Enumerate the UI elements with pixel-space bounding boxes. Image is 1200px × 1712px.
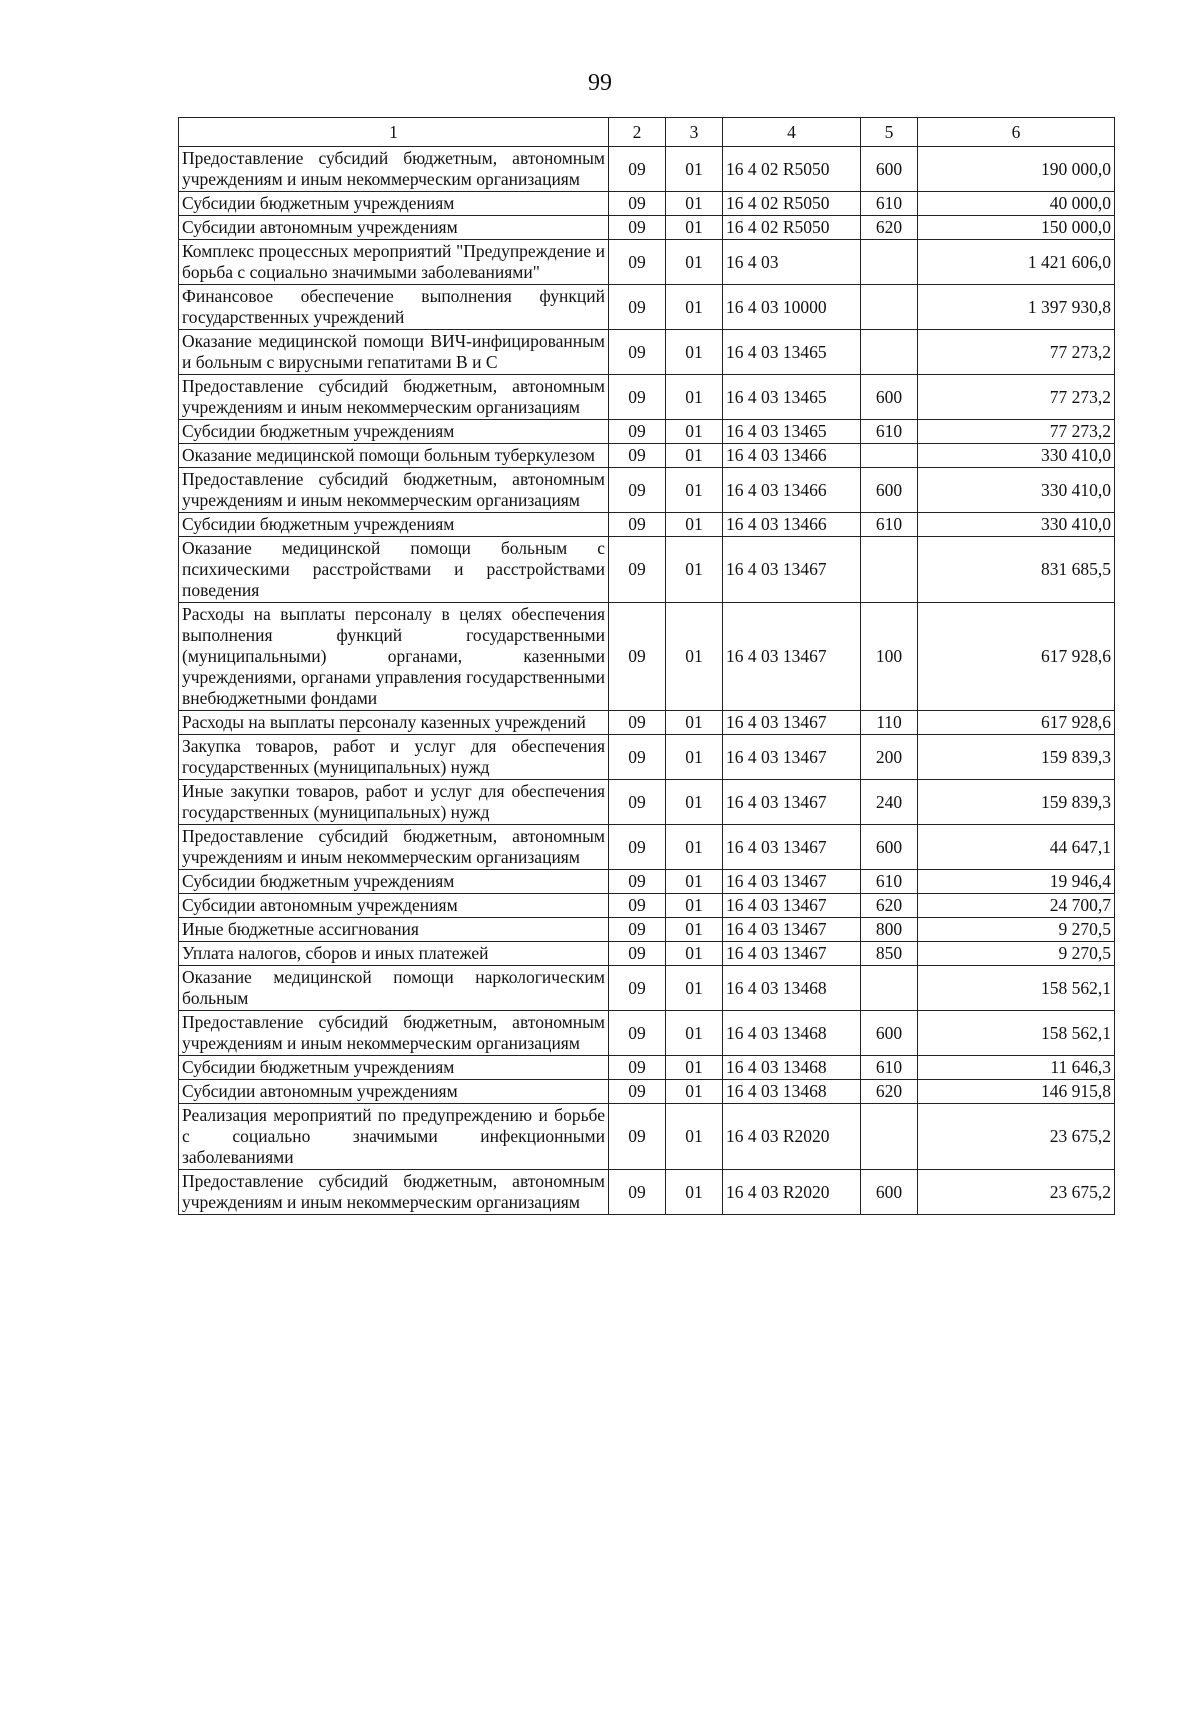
section-code-cell: 09 [609, 918, 666, 942]
column-header-1: 1 [179, 118, 609, 147]
expense-type-cell: 600 [861, 1170, 918, 1215]
table-row [179, 711, 1115, 735]
row-name-cell: Субсидии автономным учреждениям [179, 1080, 609, 1104]
target-article-cell: 16 4 03 13467 [723, 918, 861, 942]
target-article-cell: 16 4 03 13467 [723, 870, 861, 894]
row-name-cell: Иные бюджетные ассигнования [179, 918, 609, 942]
amount-cell: 1 421 606,0 [918, 240, 1115, 285]
expense-type-cell [861, 285, 918, 330]
section-code-cell: 09 [609, 942, 666, 966]
section-code-cell: 09 [609, 711, 666, 735]
expense-type-cell: 850 [861, 942, 918, 966]
expense-type-cell: 600 [861, 468, 918, 513]
subsection-code-cell: 01 [666, 444, 723, 468]
section-code-cell: 09 [609, 1080, 666, 1104]
subsection-code-cell: 01 [666, 825, 723, 870]
row-name-cell: Субсидии бюджетным учреждениям [179, 1056, 609, 1080]
section-code-cell: 09 [609, 444, 666, 468]
table-row [179, 537, 1115, 603]
table-row [179, 1011, 1115, 1056]
row-name-cell: Оказание медицинской помощи больным с психическими расстройствами и расстройствами поведения [179, 537, 609, 603]
column-header-4: 4 [723, 118, 861, 147]
row-name-cell: Оказание медицинской помощи ВИЧ-инфицированным и больным с вирусными гепатитами В и С [179, 330, 609, 375]
table-row [179, 468, 1115, 513]
row-name-cell: Субсидии бюджетным учреждениям [179, 420, 609, 444]
row-name-cell: Субсидии бюджетным учреждениям [179, 513, 609, 537]
expense-type-cell: 800 [861, 918, 918, 942]
amount-cell: 330 410,0 [918, 513, 1115, 537]
row-name-cell: Предоставление субсидий бюджетным, автономным учреждениям и иным некоммерческим организациям [179, 147, 609, 192]
target-article-cell: 16 4 03 13468 [723, 1080, 861, 1104]
table-row [179, 420, 1115, 444]
table-row [179, 285, 1115, 330]
table-row [179, 894, 1115, 918]
subsection-code-cell: 01 [666, 780, 723, 825]
subsection-code-cell: 01 [666, 513, 723, 537]
amount-cell: 40 000,0 [918, 192, 1115, 216]
table-header-row [179, 118, 1115, 147]
target-article-cell: 16 4 03 13467 [723, 537, 861, 603]
target-article-cell: 16 4 02 R5050 [723, 216, 861, 240]
column-header-6: 6 [918, 118, 1115, 147]
table-row [179, 1170, 1115, 1215]
row-name-cell: Комплекс процессных мероприятий "Предупреждение и борьба с социально значимыми заболеваниями" [179, 240, 609, 285]
table-row [179, 1056, 1115, 1080]
table-row [179, 147, 1115, 192]
table-row [179, 192, 1115, 216]
expense-type-cell: 600 [861, 147, 918, 192]
target-article-cell: 16 4 03 13467 [723, 603, 861, 711]
target-article-cell: 16 4 03 13466 [723, 513, 861, 537]
amount-cell: 150 000,0 [918, 216, 1115, 240]
target-article-cell: 16 4 03 13467 [723, 825, 861, 870]
amount-cell: 24 700,7 [918, 894, 1115, 918]
amount-cell: 159 839,3 [918, 735, 1115, 780]
expense-type-cell: 600 [861, 375, 918, 420]
subsection-code-cell: 01 [666, 603, 723, 711]
subsection-code-cell: 01 [666, 711, 723, 735]
amount-cell: 11 646,3 [918, 1056, 1115, 1080]
subsection-code-cell: 01 [666, 216, 723, 240]
row-name-cell: Предоставление субсидий бюджетным, автономным учреждениям и иным некоммерческим организациям [179, 1170, 609, 1215]
row-name-cell: Субсидии автономным учреждениям [179, 894, 609, 918]
section-code-cell: 09 [609, 537, 666, 603]
expense-type-cell: 610 [861, 420, 918, 444]
amount-cell: 158 562,1 [918, 966, 1115, 1011]
subsection-code-cell: 01 [666, 870, 723, 894]
amount-cell: 77 273,2 [918, 375, 1115, 420]
expense-type-cell: 610 [861, 1056, 918, 1080]
row-name-cell: Финансовое обеспечение выполнения функций государственных учреждений [179, 285, 609, 330]
amount-cell: 23 675,2 [918, 1170, 1115, 1215]
target-article-cell: 16 4 02 R5050 [723, 192, 861, 216]
row-name-cell: Иные закупки товаров, работ и услуг для обеспечения государственных (муниципальных) нужд [179, 780, 609, 825]
row-name-cell: Предоставление субсидий бюджетным, автономным учреждениям и иным некоммерческим организациям [179, 1011, 609, 1056]
amount-cell: 9 270,5 [918, 918, 1115, 942]
section-code-cell: 09 [609, 468, 666, 513]
target-article-cell: 16 4 03 13467 [723, 894, 861, 918]
expense-type-cell [861, 444, 918, 468]
subsection-code-cell: 01 [666, 468, 723, 513]
section-code-cell: 09 [609, 1170, 666, 1215]
section-code-cell: 09 [609, 513, 666, 537]
table-row [179, 942, 1115, 966]
section-code-cell: 09 [609, 825, 666, 870]
row-name-cell: Субсидии автономным учреждениям [179, 216, 609, 240]
section-code-cell: 09 [609, 870, 666, 894]
expense-type-cell: 620 [861, 894, 918, 918]
amount-cell: 44 647,1 [918, 825, 1115, 870]
section-code-cell: 09 [609, 285, 666, 330]
expense-type-cell: 610 [861, 513, 918, 537]
target-article-cell: 16 4 03 13465 [723, 375, 861, 420]
section-code-cell: 09 [609, 1056, 666, 1080]
subsection-code-cell: 01 [666, 735, 723, 780]
row-name-cell: Предоставление субсидий бюджетным, автономным учреждениям и иным некоммерческим организациям [179, 468, 609, 513]
table-row [179, 330, 1115, 375]
row-name-cell: Оказание медицинской помощи наркологическим больным [179, 966, 609, 1011]
row-name-cell: Субсидии бюджетным учреждениям [179, 870, 609, 894]
target-article-cell: 16 4 03 R2020 [723, 1170, 861, 1215]
target-article-cell: 16 4 03 13468 [723, 966, 861, 1011]
row-name-cell: Предоставление субсидий бюджетным, автономным учреждениям и иным некоммерческим организациям [179, 825, 609, 870]
row-name-cell: Закупка товаров, работ и услуг для обеспечения государственных (муниципальных) нужд [179, 735, 609, 780]
table-row [179, 918, 1115, 942]
target-article-cell: 16 4 03 R2020 [723, 1104, 861, 1170]
target-article-cell: 16 4 03 13467 [723, 735, 861, 780]
table-row [179, 780, 1115, 825]
subsection-code-cell: 01 [666, 966, 723, 1011]
row-name-cell: Оказание медицинской помощи больным туберкулезом [179, 444, 609, 468]
amount-cell: 146 915,8 [918, 1080, 1115, 1104]
section-code-cell: 09 [609, 216, 666, 240]
amount-cell: 617 928,6 [918, 711, 1115, 735]
target-article-cell: 16 4 03 [723, 240, 861, 285]
expense-type-cell [861, 966, 918, 1011]
column-header-5: 5 [861, 118, 918, 147]
subsection-code-cell: 01 [666, 942, 723, 966]
row-name-cell: Расходы на выплаты персоналу казенных учреждений [179, 711, 609, 735]
expense-type-cell: 610 [861, 192, 918, 216]
expense-type-cell [861, 330, 918, 375]
expense-type-cell: 200 [861, 735, 918, 780]
expense-type-cell: 110 [861, 711, 918, 735]
table-row [179, 375, 1115, 420]
subsection-code-cell: 01 [666, 147, 723, 192]
target-article-cell: 16 4 03 13467 [723, 780, 861, 825]
subsection-code-cell: 01 [666, 1080, 723, 1104]
section-code-cell: 09 [609, 1011, 666, 1056]
budget-table [178, 117, 1115, 1215]
expense-type-cell: 100 [861, 603, 918, 711]
expense-type-cell [861, 1104, 918, 1170]
column-header-3: 3 [666, 118, 723, 147]
amount-cell: 831 685,5 [918, 537, 1115, 603]
section-code-cell: 09 [609, 966, 666, 1011]
target-article-cell: 16 4 03 13465 [723, 330, 861, 375]
amount-cell: 158 562,1 [918, 1011, 1115, 1056]
amount-cell: 77 273,2 [918, 420, 1115, 444]
subsection-code-cell: 01 [666, 240, 723, 285]
section-code-cell: 09 [609, 1104, 666, 1170]
amount-cell: 1 397 930,8 [918, 285, 1115, 330]
subsection-code-cell: 01 [666, 1104, 723, 1170]
subsection-code-cell: 01 [666, 894, 723, 918]
table-row [179, 603, 1115, 711]
row-name-cell: Предоставление субсидий бюджетным, автономным учреждениям и иным некоммерческим организациям [179, 375, 609, 420]
section-code-cell: 09 [609, 330, 666, 375]
expense-type-cell: 600 [861, 1011, 918, 1056]
table-row [179, 444, 1115, 468]
section-code-cell: 09 [609, 192, 666, 216]
target-article-cell: 16 4 03 13468 [723, 1056, 861, 1080]
row-name-cell: Реализация мероприятий по предупреждению и борьбе с социально значимыми инфекционными заболеваниями [179, 1104, 609, 1170]
subsection-code-cell: 01 [666, 1170, 723, 1215]
target-article-cell: 16 4 03 13465 [723, 420, 861, 444]
amount-cell: 9 270,5 [918, 942, 1115, 966]
section-code-cell: 09 [609, 147, 666, 192]
target-article-cell: 16 4 03 10000 [723, 285, 861, 330]
target-article-cell: 16 4 02 R5050 [723, 147, 861, 192]
target-article-cell: 16 4 03 13466 [723, 444, 861, 468]
amount-cell: 190 000,0 [918, 147, 1115, 192]
amount-cell: 159 839,3 [918, 780, 1115, 825]
expense-type-cell: 240 [861, 780, 918, 825]
subsection-code-cell: 01 [666, 375, 723, 420]
subsection-code-cell: 01 [666, 192, 723, 216]
row-name-cell: Уплата налогов, сборов и иных платежей [179, 942, 609, 966]
expense-type-cell: 600 [861, 825, 918, 870]
section-code-cell: 09 [609, 780, 666, 825]
section-code-cell: 09 [609, 735, 666, 780]
section-code-cell: 09 [609, 420, 666, 444]
section-code-cell: 09 [609, 894, 666, 918]
target-article-cell: 16 4 03 13468 [723, 1011, 861, 1056]
expense-type-cell: 620 [861, 1080, 918, 1104]
table-row [179, 1104, 1115, 1170]
expense-type-cell [861, 240, 918, 285]
subsection-code-cell: 01 [666, 1011, 723, 1056]
amount-cell: 330 410,0 [918, 444, 1115, 468]
target-article-cell: 16 4 03 13466 [723, 468, 861, 513]
amount-cell: 330 410,0 [918, 468, 1115, 513]
page-number: 99 [588, 70, 612, 96]
table-row [179, 966, 1115, 1011]
row-name-cell: Расходы на выплаты персоналу в целях обеспечения выполнения функций государственными (муниципальными) органами, казенными учреждениями, органами управления государственными внебюджетными фондами [179, 603, 609, 711]
column-header-2: 2 [609, 118, 666, 147]
section-code-cell: 09 [609, 375, 666, 420]
expense-type-cell: 610 [861, 870, 918, 894]
table-row [179, 513, 1115, 537]
amount-cell: 23 675,2 [918, 1104, 1115, 1170]
subsection-code-cell: 01 [666, 1056, 723, 1080]
amount-cell: 617 928,6 [918, 603, 1115, 711]
target-article-cell: 16 4 03 13467 [723, 942, 861, 966]
expense-type-cell: 620 [861, 216, 918, 240]
table-row [179, 216, 1115, 240]
subsection-code-cell: 01 [666, 420, 723, 444]
amount-cell: 77 273,2 [918, 330, 1115, 375]
section-code-cell: 09 [609, 240, 666, 285]
subsection-code-cell: 01 [666, 330, 723, 375]
table-row [179, 1080, 1115, 1104]
table-row [179, 825, 1115, 870]
table-row [179, 735, 1115, 780]
expense-type-cell [861, 537, 918, 603]
subsection-code-cell: 01 [666, 537, 723, 603]
section-code-cell: 09 [609, 603, 666, 711]
amount-cell: 19 946,4 [918, 870, 1115, 894]
table-row [179, 870, 1115, 894]
subsection-code-cell: 01 [666, 285, 723, 330]
target-article-cell: 16 4 03 13467 [723, 711, 861, 735]
row-name-cell: Субсидии бюджетным учреждениям [179, 192, 609, 216]
table-row [179, 240, 1115, 285]
subsection-code-cell: 01 [666, 918, 723, 942]
